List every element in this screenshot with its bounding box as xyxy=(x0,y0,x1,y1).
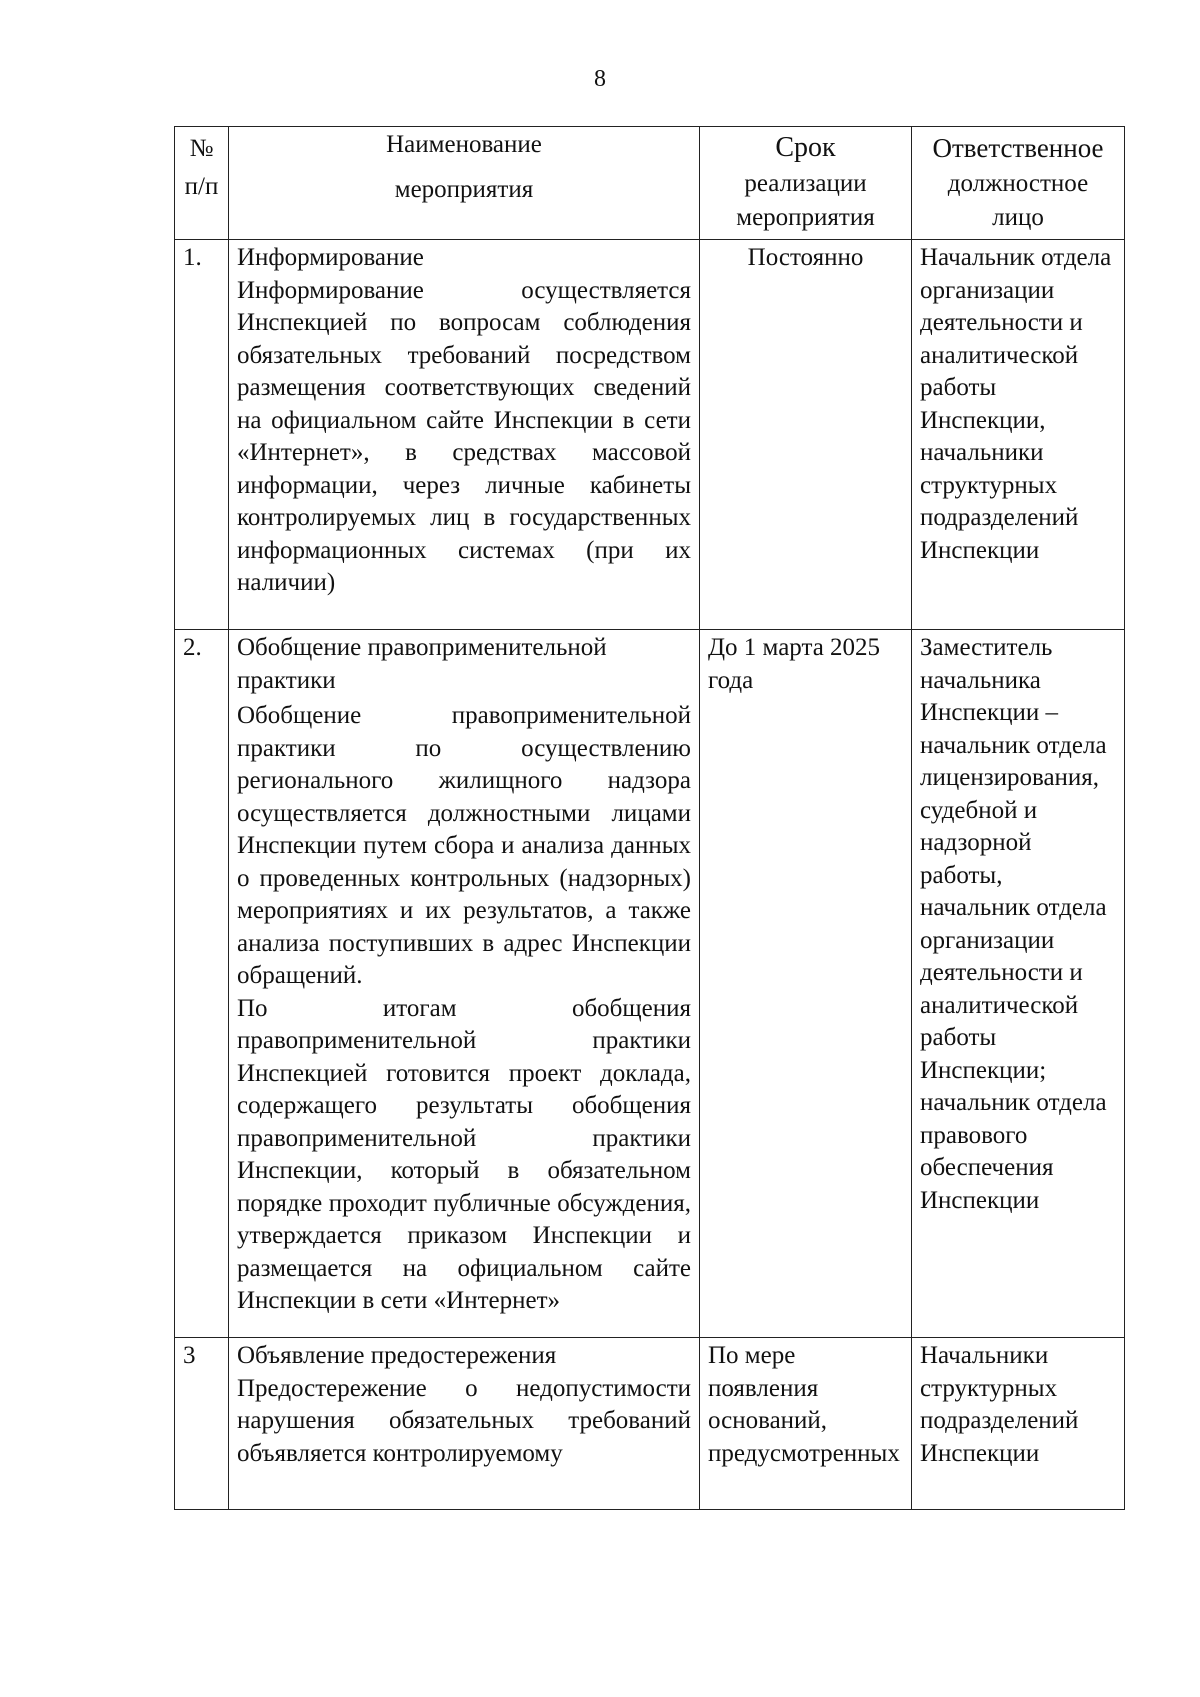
header-term-line-1: Срок xyxy=(775,132,836,163)
events-table xyxy=(174,126,1125,1510)
row-number: 2. xyxy=(175,630,229,1338)
row-name-paragraph: Предостережение о недопустимости нарушения обязательных требований объявляется контролируемому xyxy=(237,1374,691,1467)
row-number: 3 xyxy=(175,1338,229,1510)
row-name-paragraph: Обобщение правоприменительной практики по осуществлению регионального жилищного надзора осуществляется должностными лицами Инспекции путем сбора и анализа данных о проведенных контрольных (надзорных) мероприятиях и их результатов, а также анализа поступивших в адрес Инспекции обращений. xyxy=(237,702,691,989)
row-responsible xyxy=(912,240,1125,630)
row-name xyxy=(229,240,700,630)
header-responsible-line-3: лицо xyxy=(992,204,1044,231)
header-term-line-2: реализации xyxy=(744,170,867,197)
row-term-text: До 1 марта 2025 года xyxy=(708,634,881,694)
header-number-line-2: п/п xyxy=(184,173,219,200)
row-responsible-text: Заместитель начальника Инспекции – начальник отдела лицензирования, судебной и надзорной работы, начальник отдела организации деятельности и аналитической работы Инспекции; начальник отдела правового обеспечения Инспекции xyxy=(920,634,1107,1214)
header-term xyxy=(700,127,912,240)
header-responsible-line-2: должностное xyxy=(947,170,1089,197)
header-number xyxy=(175,127,229,240)
header-term-line-3: мероприятия xyxy=(736,204,875,231)
row-term-text: Постоянно xyxy=(747,244,864,271)
table-row xyxy=(175,1338,1125,1510)
page-number: 8 xyxy=(594,66,606,92)
row-name xyxy=(229,630,700,1338)
row-name-title: Обобщение правоприменительной практики xyxy=(237,634,607,694)
row-number: 1. xyxy=(175,240,229,630)
header-name-line-2: мероприятия xyxy=(394,175,534,203)
table-header-row xyxy=(175,127,1125,240)
row-term xyxy=(700,240,912,630)
row-name-title: Информирование xyxy=(237,244,424,271)
header-name xyxy=(229,127,700,240)
row-name xyxy=(229,1338,700,1510)
row-responsible xyxy=(912,630,1125,1338)
table-row xyxy=(175,240,1125,630)
header-responsible-line-1: Ответственное xyxy=(932,133,1104,163)
row-responsible-text: Начальник отдела организации деятельности и аналитической работы Инспекции, начальники структурных подразделений Инспекции xyxy=(920,244,1112,564)
row-name-paragraph: Информирование осуществляется Инспекцией по вопросам соблюдения обязательных требований посредством размещения соответствующих сведений на официальном сайте Инспекции в сети «Интернет», в средствах массовой информации, через личные кабинеты контролируемых лиц в государственных информационных системах (при их наличии) xyxy=(237,276,691,596)
row-term-text: По мере появления оснований, предусмотренных xyxy=(708,1342,900,1467)
header-responsible xyxy=(912,127,1125,240)
row-responsible xyxy=(912,1338,1125,1510)
header-number-line-1: № xyxy=(189,135,214,162)
row-term xyxy=(700,630,912,1338)
table-row xyxy=(175,630,1125,1338)
row-name-title: Объявление предостережения xyxy=(237,1342,557,1369)
row-name-paragraph: По итогам обобщения правоприменительной практики Инспекцией готовится проект доклада, содержащего результаты обобщения правоприменительной практики Инспекции, который в обязательном порядке проходит публичные обсуждения, утверждается приказом Инспекции и размещается на официальном сайте Инспекции в сети «Интернет» xyxy=(237,994,691,1314)
row-term xyxy=(700,1338,912,1510)
header-name-line-1: Наименование xyxy=(386,131,542,158)
row-responsible-text: Начальники структурных подразделений Инспекции xyxy=(920,1342,1079,1467)
